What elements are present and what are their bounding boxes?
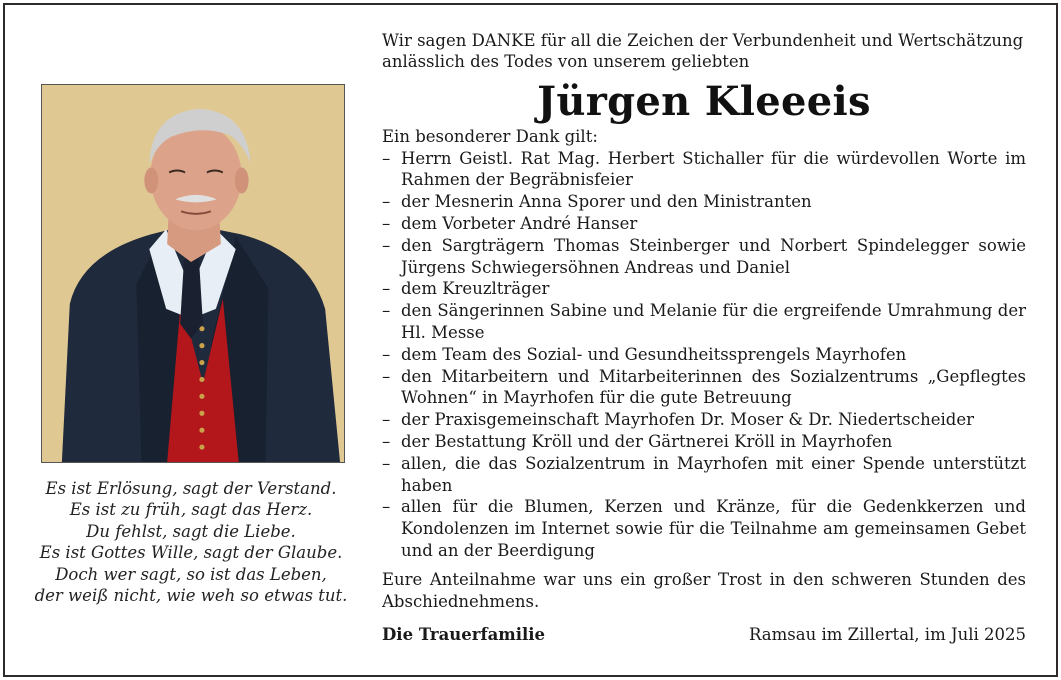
- list-item-text: allen, die das Sozialzentrum in Mayrhofen mit einer Spende unterstützt haben: [401, 453, 1026, 495]
- closing-text: Eure Anteilnahme war uns ein großer Trost in den schweren Stunden des Abschiednehmens.: [382, 569, 1026, 611]
- list-item: [382, 278, 1026, 300]
- dash-bullet: –: [382, 192, 391, 212]
- thanks-heading: Ein besonderer Dank gilt:: [382, 126, 598, 146]
- dash-bullet: –: [382, 279, 391, 299]
- dash-bullet: –: [382, 453, 391, 473]
- portrait-image: [42, 85, 344, 462]
- poem-line: Doch wer sagt, so ist das Leben,: [55, 564, 327, 584]
- dash-bullet: –: [382, 214, 391, 233]
- list-item: [382, 148, 1026, 192]
- list-item-text: der Praxisgemeinschaft Mayrhofen Dr. Moser & Dr. Niedertscheider: [401, 410, 975, 430]
- dash-bullet: –: [382, 410, 391, 430]
- intro-line: anlässlich des Todes von unserem geliebten: [382, 52, 750, 72]
- obituary-card: [3, 3, 1058, 677]
- dash-bullet: –: [382, 344, 391, 364]
- signature: Die Trauerfamilie: [382, 625, 546, 645]
- list-item: [382, 453, 1026, 497]
- list-item-text: allen für die Blumen, Kerzen und Kränze, für die Gedenkkerzen und Kondolenzen im Internet sowie für die Teilnahme am gemeinsamen Gebet und an der Beerdigung: [401, 497, 1026, 560]
- list-item: [382, 431, 1026, 453]
- list-item-text: der Mesnerin Anna Sporer und den Ministranten: [401, 192, 812, 212]
- poem-line: der weiß nicht, wie weh so etwas tut.: [34, 586, 348, 606]
- list-item-text: den Sargträgern Thomas Steinberger und Norbert Spindelegger sowie Jürgens Schwiegersöhnen Andreas und Daniel: [401, 235, 1026, 277]
- poem-line: Du fehlst, sagt die Liebe.: [86, 521, 296, 541]
- dash-bullet: –: [382, 431, 391, 451]
- dash-bullet: –: [382, 301, 391, 321]
- poem: [21, 478, 361, 606]
- list-item: [382, 496, 1026, 561]
- thanks-list: [382, 148, 1026, 562]
- intro-text: [382, 30, 1026, 73]
- list-item-text: den Mitarbeitern und Mitarbeiterinnen des Sozialzentrums „Gepflegtes Wohnen“ in Mayrhofen für die gute Betreuung: [401, 366, 1026, 408]
- deceased-name: Jürgen Kleeeis: [537, 77, 871, 125]
- list-item-text: den Sängerinnen Sabine und Melanie für die ergreifende Umrahmung der Hl. Messe: [401, 301, 1026, 342]
- place-date: Ramsau im Zillertal, im Juli 2025: [748, 625, 1026, 645]
- list-item-text: dem Kreuzlträger: [401, 279, 550, 299]
- list-item: [382, 191, 1026, 213]
- dash-bullet: –: [382, 366, 391, 386]
- portrait-photo: [41, 84, 345, 463]
- list-item-text: dem Vorbeter André Hanser: [401, 214, 638, 233]
- list-item-text: der Bestattung Kröll und der Gärtnerei Kröll in Mayrhofen: [401, 431, 893, 451]
- main-text: [382, 30, 1026, 646]
- intro-line: Wir sagen DANKE für all die Zeichen der Verbundenheit und Wertschätzung: [382, 31, 1024, 50]
- poem-line: Es ist Gottes Wille, sagt der Glaube.: [39, 543, 343, 563]
- list-item: [382, 300, 1026, 344]
- list-item-text: dem Team des Sozial- und Gesundheitssprengels Mayrhofen: [401, 344, 907, 364]
- poem-line: Es ist zu früh, sagt das Herz.: [69, 500, 313, 520]
- list-item: [382, 213, 1026, 235]
- poem-line: Es ist Erlösung, sagt der Verstand.: [45, 479, 337, 498]
- list-item: [382, 366, 1026, 410]
- list-item: [382, 409, 1026, 431]
- dash-bullet: –: [382, 148, 391, 168]
- footer: [382, 624, 1026, 645]
- dash-bullet: –: [382, 497, 391, 517]
- list-item: [382, 235, 1026, 279]
- dash-bullet: –: [382, 235, 391, 255]
- list-item: [382, 344, 1026, 366]
- list-item-text: Herrn Geistl. Rat Mag. Herbert Stichaller für die würdevollen Worte im Rahmen der Begräbnisfeier: [401, 148, 1026, 190]
